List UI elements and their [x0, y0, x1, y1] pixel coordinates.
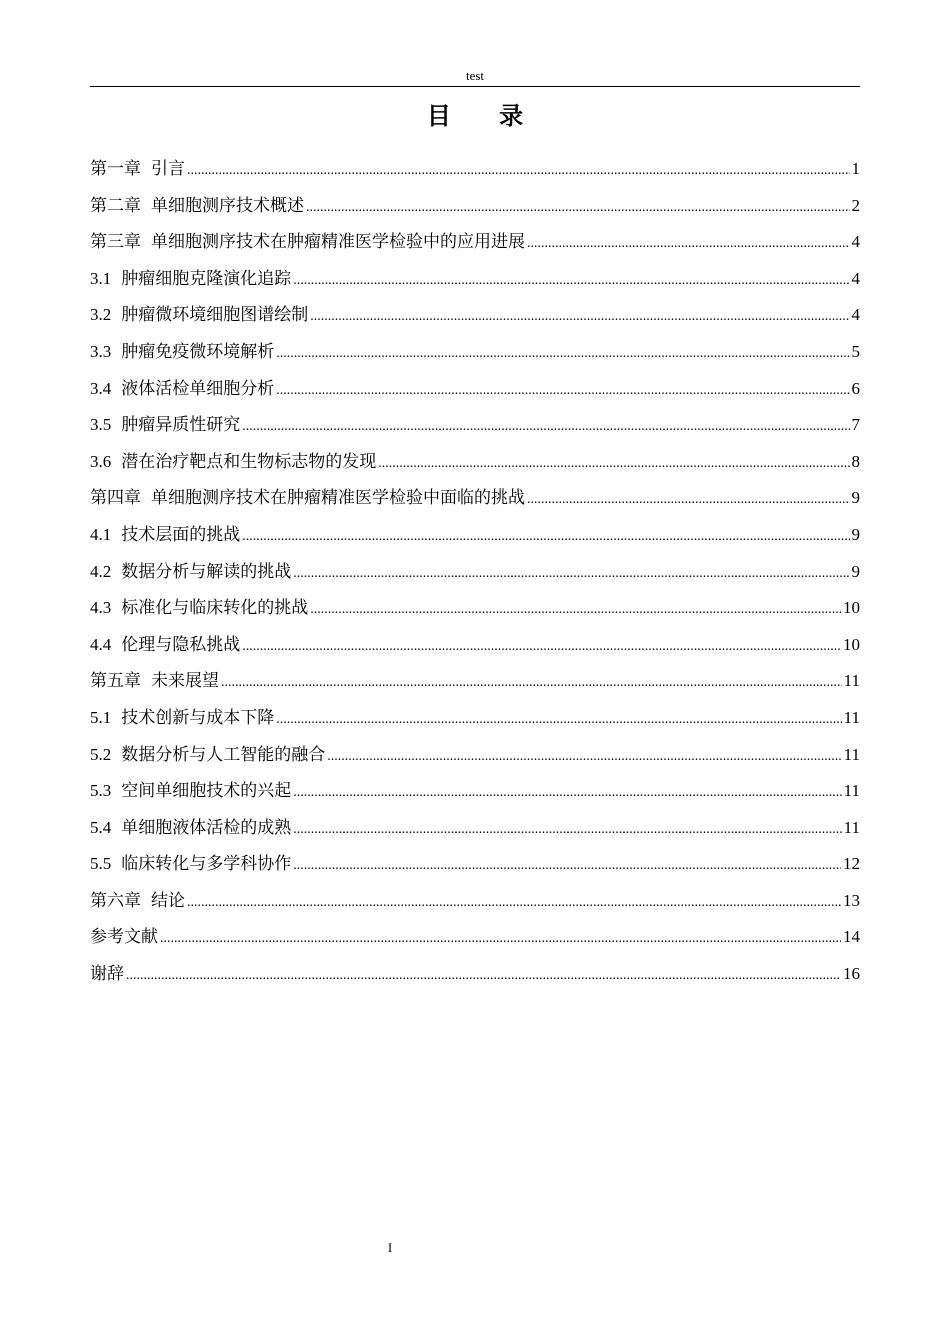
toc-entry-title: 标准化与临床转化的挑战	[121, 598, 309, 619]
toc-entry-number: 第四章	[90, 488, 141, 509]
toc-entry-number: 3.6	[90, 451, 112, 471]
toc-entry-label	[90, 555, 291, 589]
toc-entry-chapter-5[interactable]	[90, 664, 860, 701]
toc-entry-number: 3.4	[90, 378, 112, 398]
toc-entry-title: 肿瘤异质性研究	[121, 415, 241, 436]
toc-entry-number: 3.5	[90, 415, 112, 435]
toc-leader-dots	[276, 374, 849, 408]
toc-entry-section-5-4[interactable]	[90, 811, 860, 848]
toc-entry-page: 9	[851, 488, 860, 508]
toc-leader-dots	[242, 520, 849, 554]
toc-entry-page: 5	[851, 341, 860, 361]
toc-entry-number: 4.1	[90, 524, 112, 544]
toc-entry-label	[90, 774, 291, 808]
toc-leader-dots	[242, 410, 849, 444]
toc-entry-label	[90, 225, 525, 259]
toc-entry-title: 伦理与隐私挑战	[121, 634, 241, 655]
toc-entry-label	[90, 335, 274, 369]
toc-entry-title: 肿瘤细胞克隆演化追踪	[121, 268, 292, 289]
toc-entry-number: 4.3	[90, 598, 112, 618]
toc-entry-title: 临床转化与多学科协作	[121, 854, 292, 875]
toc-entry-references[interactable]	[90, 920, 860, 957]
toc-leader-dots	[276, 703, 841, 737]
toc-entry-page: 4	[851, 305, 860, 325]
toc-entry-section-3-6[interactable]	[90, 445, 860, 482]
toc-entry-section-4-1[interactable]	[90, 518, 860, 555]
toc-entry-section-4-4[interactable]	[90, 628, 860, 665]
toc-leader-dots	[242, 630, 841, 664]
toc-entry-section-3-1[interactable]	[90, 262, 860, 299]
toc-leader-dots	[293, 264, 849, 298]
toc-entry-page: 1	[851, 159, 860, 178]
toc-entry-section-5-1[interactable]	[90, 701, 860, 738]
toc-entry-title: 谢辞	[90, 964, 124, 985]
toc-entry-title: 潜在治疗靶点和生物标志物的发现	[121, 451, 377, 472]
toc-entry-page: 11	[843, 744, 860, 764]
toc-entry-page: 14	[843, 927, 860, 947]
toc-leader-dots	[527, 227, 850, 261]
toc-entry-number: 5.3	[90, 781, 112, 801]
toc-leader-dots	[293, 849, 841, 883]
toc-entry-section-5-2[interactable]	[90, 738, 860, 775]
toc-entry-page: 11	[843, 817, 860, 837]
toc-entry-section-3-5[interactable]	[90, 408, 860, 445]
toc-entry-label	[90, 298, 308, 332]
toc-leader-dots	[310, 300, 849, 334]
toc-entry-title: 单细胞测序技术概述	[151, 195, 304, 216]
toc-entry-label	[90, 591, 308, 625]
toc-entry-label	[90, 957, 124, 991]
toc-leader-dots	[160, 922, 841, 956]
toc-entry-label	[90, 884, 185, 918]
toc-leader-dots	[293, 557, 849, 591]
toc-entry-page: 4	[851, 232, 860, 252]
toc-entry-number: 3.2	[90, 305, 112, 325]
toc-entry-title: 引言	[151, 159, 185, 179]
toc-entry-chapter-3[interactable]	[90, 225, 860, 262]
toc-entry-page: 11	[843, 707, 860, 727]
toc-entry-label	[90, 189, 304, 223]
toc-entry-label	[90, 920, 158, 954]
toc-entry-title: 参考文献	[90, 927, 158, 948]
toc-entry-page: 11	[843, 671, 860, 691]
toc-entry-number: 第三章	[90, 232, 141, 253]
toc-entry-number: 5.1	[90, 707, 112, 727]
toc-entry-page: 13	[843, 890, 860, 910]
toc-entry-section-5-3[interactable]	[90, 774, 860, 811]
toc-entry-number: 5.5	[90, 854, 112, 874]
page-header: test	[465, 68, 485, 83]
toc-entry-page: 10	[843, 634, 860, 654]
toc-entry-section-4-2[interactable]	[90, 555, 860, 592]
toc-entry-label	[90, 628, 240, 662]
toc-entry-page: 8	[851, 451, 860, 471]
toc-entry-section-5-5[interactable]	[90, 847, 860, 884]
toc-entry-title: 技术创新与成本下降	[121, 707, 275, 728]
toc-entry-title: 单细胞测序技术在肿瘤精准医学检验中面临的挑战	[151, 488, 525, 509]
toc-entry-acknowledgements[interactable]	[90, 957, 860, 994]
toc-entry-title: 单细胞测序技术在肿瘤精准医学检验中的应用进展	[151, 232, 525, 253]
toc-entry-chapter-6[interactable]	[90, 884, 860, 921]
toc-title: 目 录	[426, 102, 544, 130]
toc-entry-number: 4.2	[90, 561, 112, 581]
page-number: I	[387, 1240, 393, 1255]
toc-entry-label	[90, 738, 325, 772]
toc-entry-number: 第一章	[90, 159, 141, 179]
toc-entry-label	[90, 811, 291, 845]
toc-leader-dots	[306, 191, 850, 225]
toc-entry-number: 第六章	[90, 890, 141, 911]
toc-entry-title: 单细胞液体活检的成熟	[121, 817, 292, 838]
toc-leader-dots	[527, 483, 850, 517]
toc-entry-page: 4	[851, 268, 860, 288]
toc-entry-number: 第二章	[90, 195, 141, 216]
toc-entry-label	[90, 847, 291, 881]
toc-entry-label	[90, 408, 240, 442]
toc-leader-dots	[293, 776, 841, 810]
toc-entry-label	[90, 518, 240, 552]
toc-entry-number: 3.3	[90, 341, 112, 361]
toc-entry-page: 16	[843, 964, 860, 984]
toc-entry-title: 液体活检单细胞分析	[121, 378, 275, 399]
toc-entry-title: 肿瘤免疫微环境解析	[121, 341, 275, 362]
toc-entry-label	[90, 152, 185, 186]
toc-entry-page: 9	[851, 561, 860, 581]
toc-entry-label	[90, 701, 274, 735]
toc-entry-page: 2	[851, 195, 860, 215]
toc-entry-page: 6	[851, 378, 860, 398]
toc-entry-number: 4.4	[90, 634, 112, 654]
toc-leader-dots	[276, 337, 849, 371]
toc-entry-title: 数据分析与解读的挑战	[121, 561, 292, 582]
toc-entry-section-3-2[interactable]	[90, 298, 860, 335]
toc-entry-page: 11	[843, 781, 860, 801]
toc-entry-title: 空间单细胞技术的兴起	[121, 781, 292, 802]
toc-entry-page: 9	[851, 524, 860, 544]
toc-leader-dots	[221, 666, 842, 700]
toc-entry-section-4-3[interactable]	[90, 591, 860, 628]
toc-entry-title: 未来展望	[151, 671, 219, 692]
table-of-contents	[90, 152, 860, 994]
toc-entry-number: 第五章	[90, 671, 141, 692]
toc-leader-dots	[327, 740, 841, 774]
header-rule	[90, 86, 860, 87]
toc-leader-dots	[378, 447, 849, 481]
toc-leader-dots	[310, 593, 841, 627]
toc-entry-number: 3.1	[90, 268, 112, 288]
toc-entry-label	[90, 262, 291, 296]
toc-entry-section-3-3[interactable]	[90, 335, 860, 372]
toc-leader-dots	[187, 886, 841, 920]
toc-entry-number: 5.2	[90, 744, 112, 764]
toc-entry-label	[90, 372, 274, 406]
toc-entry-page: 7	[851, 415, 860, 435]
toc-entry-label	[90, 664, 219, 698]
toc-entry-label	[90, 481, 525, 515]
toc-entry-number: 5.4	[90, 817, 112, 837]
toc-entry-title: 肿瘤微环境细胞图谱绘制	[121, 305, 309, 326]
toc-leader-dots	[126, 959, 841, 993]
toc-entry-section-3-4[interactable]	[90, 372, 860, 409]
toc-entry-chapter-1[interactable]	[90, 152, 860, 189]
toc-entry-title: 技术层面的挑战	[121, 524, 241, 545]
toc-leader-dots	[293, 813, 841, 847]
toc-entry-title: 数据分析与人工智能的融合	[121, 744, 326, 765]
toc-entry-chapter-2[interactable]	[90, 189, 860, 226]
toc-leader-dots	[187, 154, 850, 188]
toc-entry-chapter-4[interactable]	[90, 481, 860, 518]
toc-entry-page: 10	[843, 598, 860, 618]
toc-entry-title: 结论	[151, 890, 185, 911]
toc-entry-label	[90, 445, 376, 479]
toc-entry-page: 12	[843, 854, 860, 874]
